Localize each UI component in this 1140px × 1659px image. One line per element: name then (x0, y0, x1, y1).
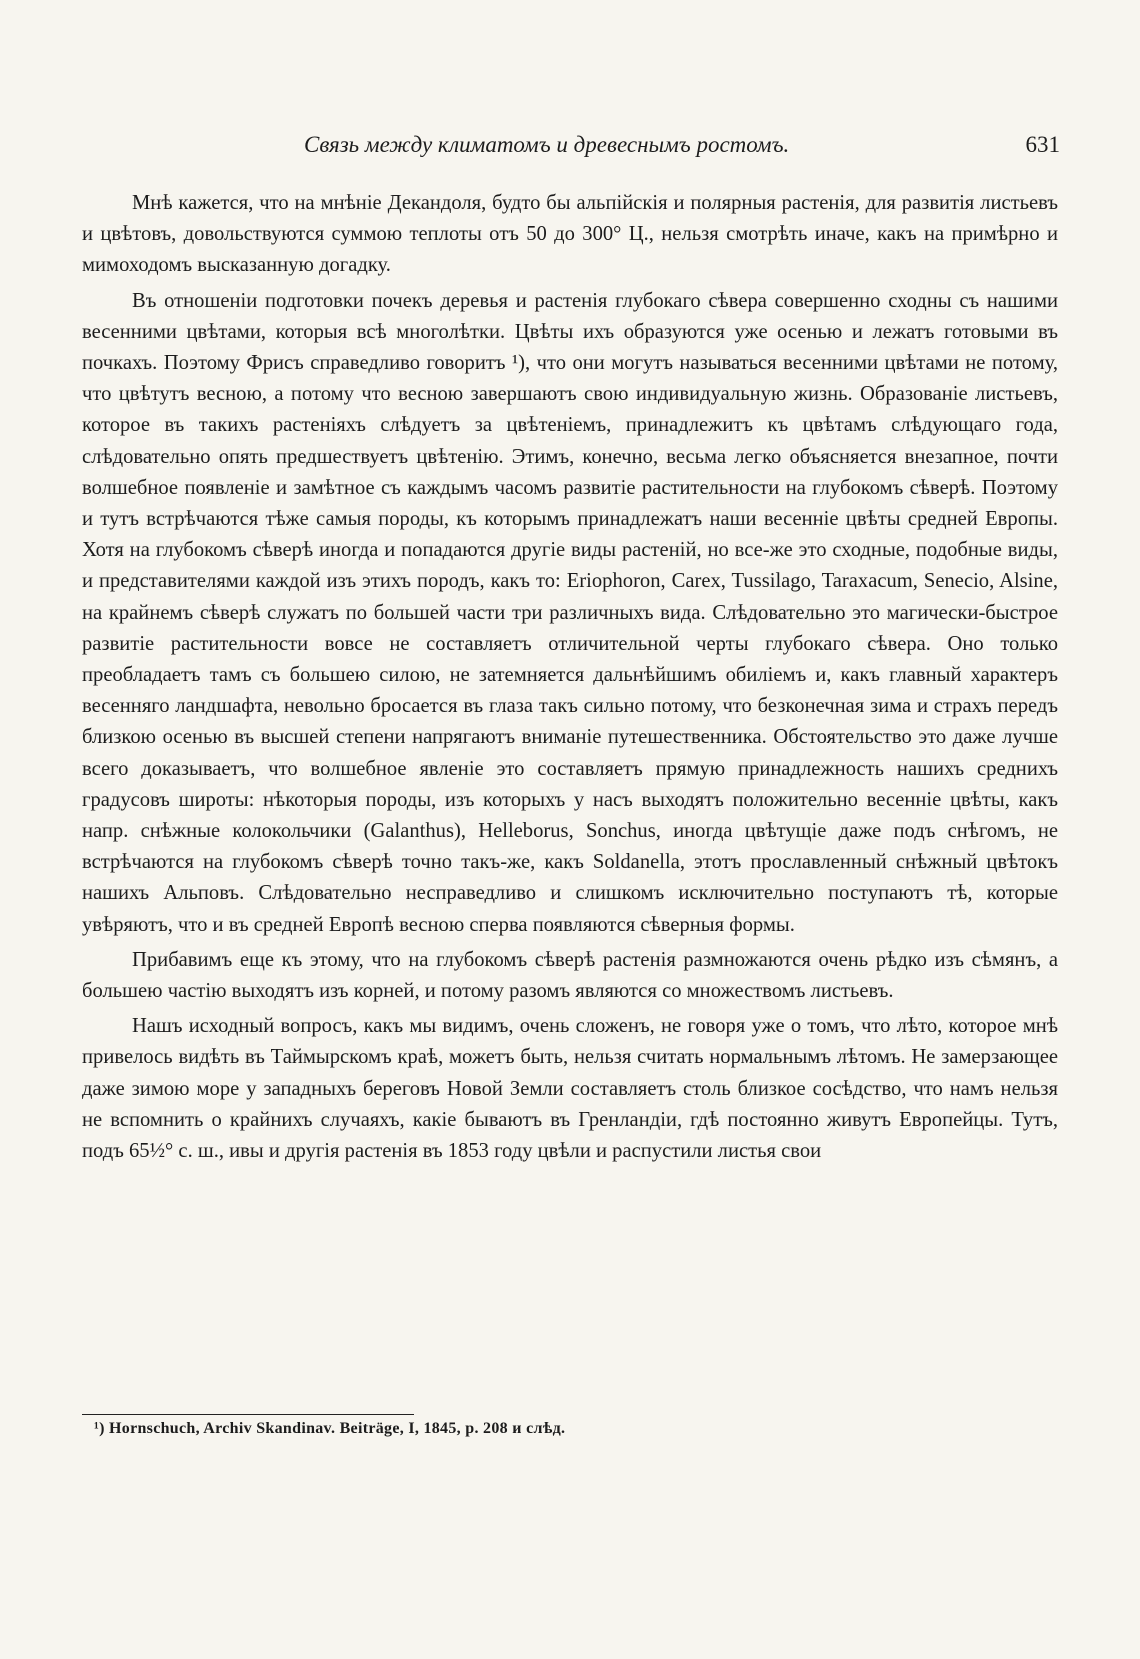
footnote-divider (82, 1414, 414, 1415)
page-number: 631 (1025, 132, 1060, 157)
paragraph-4: Нашъ исходный вопросъ, какъ мы видимъ, очень сложенъ, не говоря уже о томъ, что лѣто, которое мнѣ привелось видѣть въ Таймырскомъ краѣ, можетъ быть, нельзя считать нормальнымъ лѣтомъ. Не замерзающее даже зимою море у западныхъ береговъ Новой Земли составляетъ столь близкое сосѣдство, что намъ нельзя не вспомнить о крайнихъ случаяхъ, какіе бываютъ въ Гренландіи, гдѣ постоянно живутъ Европейцы. Тутъ, подъ 65½° с. ш., ивы и другія растенія въ 1853 году цвѣли и распустили листья свои (82, 1015, 1058, 1163)
body-text (82, 188, 1058, 1171)
footnote: ¹) Hornschuch, Archiv Skandinav. Beiträge, I, 1845, p. 208 и слѣд. (94, 1420, 566, 1437)
paragraph-2: Въ отношеніи подготовки почекъ деревья и растенія глубокаго сѣвера совершенно сходны съ нашими весенними цвѣтами, которыя всѣ многолѣтки. Цвѣты ихъ образуются уже осенью и лежатъ готовыми въ почкахъ. Поэтому Фрисъ справедливо говоритъ ¹), что они могутъ называться весенними цвѣтами не потому, что цвѣтутъ весною, а потому что весною завершаютъ свою индивидуальную жизнь. Образованіе листьевъ, которое въ такихъ растеніяхъ слѣдуетъ за цвѣтеніемъ, принадлежитъ къ цвѣтамъ слѣдующаго года, слѣдовательно опять предшествуетъ цвѣтенію. Этимъ, конечно, весьма легко объясняется внезапное, почти волшебное появленіе и замѣтное съ каждымъ часомъ развитіе растительности на глубокомъ сѣверѣ. Поэтому и тутъ встрѣчаются тѣже самыя породы, къ которымъ принадлежатъ наши весенніе цвѣты средней Европы. Хотя на глубокомъ сѣверѣ иногда и попадаются другіе виды растеній, но все-же это сходные, подобные виды, и представителями каждой изъ этихъ породъ, какъ то: Eriophoron, Carex, Tussilago, Taraxacum, Senecio, Alsine, на крайнемъ сѣверѣ служатъ по большей части три различныхъ вида. Слѣдовательно это магически-быстрое развитіе растительности вовсе не составляетъ отличительной черты глубокаго сѣвера. Оно только преобладаетъ тамъ съ большею силою, не затемняется дальнѣйшимъ обиліемъ и, какъ главный характеръ весенняго ландшафта, невольно бросается въ глаза такъ сильно потому, что безконечная зима и страхъ передъ близкою осенью въ высшей степени напрягаютъ вниманіе путешественника. Обстоятельство это даже лучше всего доказываетъ, что волшебное явленіе это составляетъ прямую принадлежность нашихъ среднихъ градусовъ широты: нѣкоторыя породы, изъ которыхъ у насъ выходятъ положительно весенніе цвѣты, какъ напр. снѣжные колокольчики (Galanthus), Helleborus, Sonchus, иногда цвѣтущіе даже подъ снѣгомъ, не встрѣчаются на глубокомъ сѣверѣ точно такъ-же, какъ Soldanella, этотъ прославленный снѣжный цвѣтокъ нашихъ Альповъ. Слѣдовательно несправедливо и слишкомъ исключительно поступаютъ тѣ, которые увѣряютъ, что и въ средней Европѣ весною сперва появляются сѣверныя формы. (82, 289, 1058, 936)
page-header (290, 132, 1060, 172)
paragraph-3: Прибавимъ еще къ этому, что на глубокомъ сѣверѣ растенія размножаются очень рѣдко изъ сѣмянъ, а большею частію выходятъ изъ корней, и потому разомъ являются со множествомъ листьевъ. (82, 948, 1058, 1003)
paragraph-1: Мнѣ кажется, что на мнѣніе Декандоля, будто бы альпійскія и полярныя растенія, для развитія листьевъ и цвѣтовъ, довольствуются суммою теплоты отъ 50 до 300° Ц., нельзя смотрѣть иначе, какъ на примѣрно и мимоходомъ высказанную догадку. (82, 192, 1058, 277)
running-title: Связь между климатомъ и древеснымъ ростомъ. (304, 132, 790, 157)
